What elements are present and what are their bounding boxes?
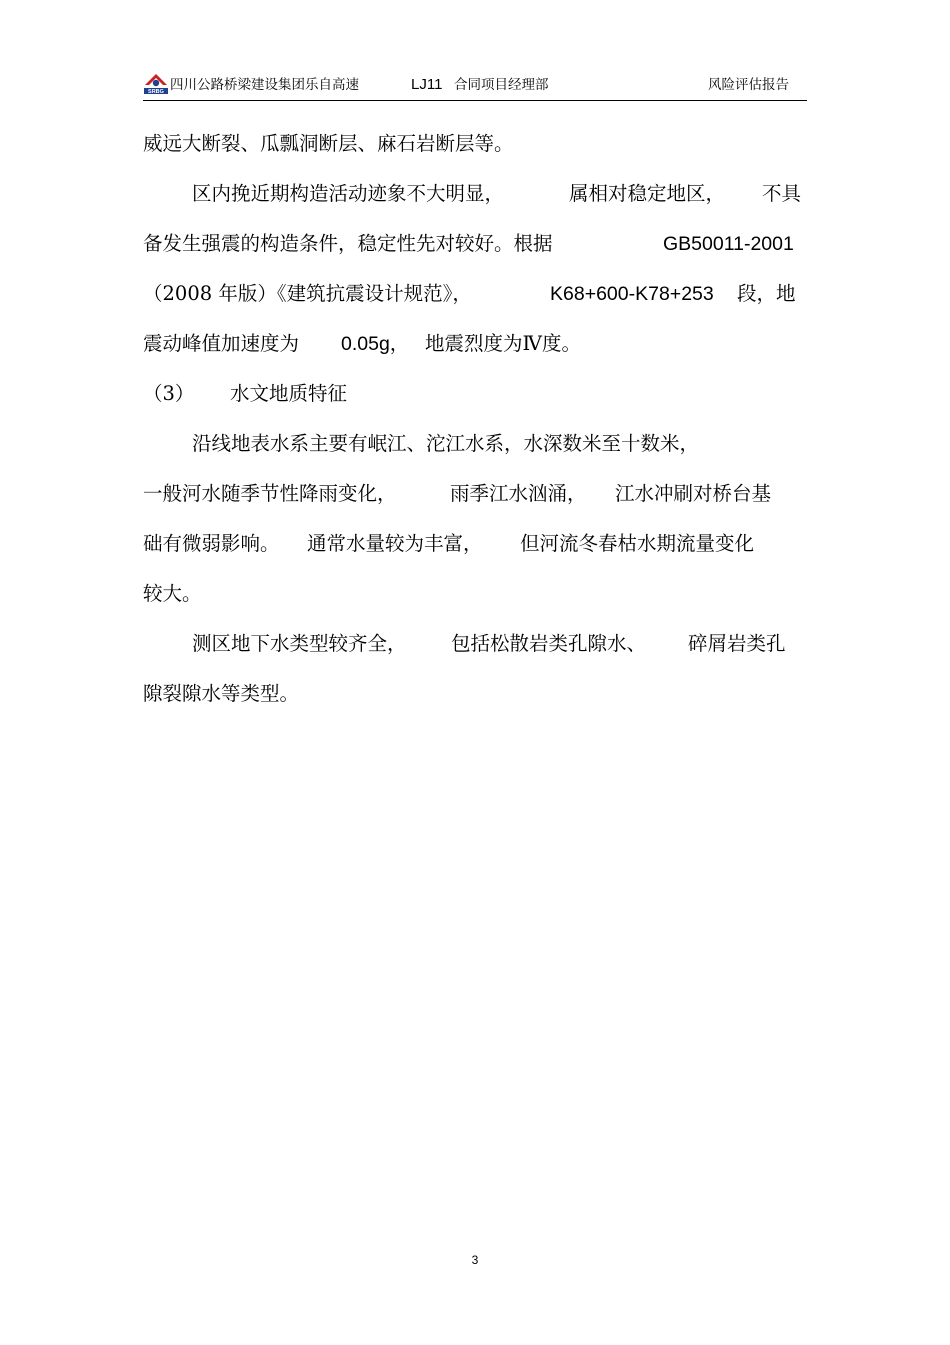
body-line-5c: 地震烈度为Ⅳ度。 xyxy=(425,332,581,355)
body-line-2a: 区内挽近期构造活动迹象不大明显， xyxy=(192,182,505,205)
body-line-6: 沿线地表水系主要有岷江、沱江水系，水深数米至十数米， xyxy=(192,432,700,455)
page-number: 3 xyxy=(471,1253,479,1267)
header-department: 合同项目经理部 xyxy=(454,77,549,93)
company-logo-icon xyxy=(143,72,169,96)
body-line-9: 较大。 xyxy=(143,582,202,605)
body-line-5b: 0.05g， xyxy=(341,333,410,355)
body-line-8a: 础有微弱影响。 xyxy=(143,532,280,555)
header-company: 四川公路桥梁建设集团乐自高速 xyxy=(170,77,359,93)
body-line-4b: K68+600-K78+253 xyxy=(550,283,714,305)
body-line-2c: 不具 xyxy=(762,182,802,205)
body-line-5a: 震动峰值加速度为 xyxy=(143,332,300,355)
body-line-3b: GB50011-2001 xyxy=(663,233,794,255)
body-line-3a: 备发生强震的构造条件，稳定性先对较好。根据 xyxy=(143,232,553,255)
section-heading-title: 水文地质特征 xyxy=(230,382,348,405)
body-line-7a: 一般河水随季节性降雨变化， xyxy=(143,482,397,505)
page-header xyxy=(143,66,807,101)
body-line-7c: 江水冲刷对桥台基 xyxy=(615,482,772,505)
header-contract-code: LJ11 xyxy=(411,76,443,93)
section-heading-number: （3） xyxy=(143,382,195,405)
body-line-4c: 段，地 xyxy=(737,282,796,305)
body-line-11: 隙裂隙水等类型。 xyxy=(143,682,300,705)
body-line-10c: 碎屑岩类孔 xyxy=(688,632,786,655)
body-line-10a: 测区地下水类型较齐全， xyxy=(192,632,407,655)
body-line-7b: 雨季江水汹涌， xyxy=(450,482,587,505)
header-report-title: 风险评估报告 xyxy=(708,77,789,93)
logo-text: SRBG xyxy=(148,89,164,95)
body-line-8c: 但河流冬春枯水期流量变化 xyxy=(520,532,755,555)
body-line-1: 威远大断裂、瓜瓢洞断层、麻石岩断层等。 xyxy=(143,132,514,155)
body-line-2b: 属相对稳定地区， xyxy=(569,182,726,205)
body-line-4a: （2008 年版）《建筑抗震设计规范》， xyxy=(143,282,472,305)
body-line-10b: 包括松散岩类孔隙水、 xyxy=(451,632,647,655)
body-line-8b: 通常水量较为丰富， xyxy=(307,532,483,555)
